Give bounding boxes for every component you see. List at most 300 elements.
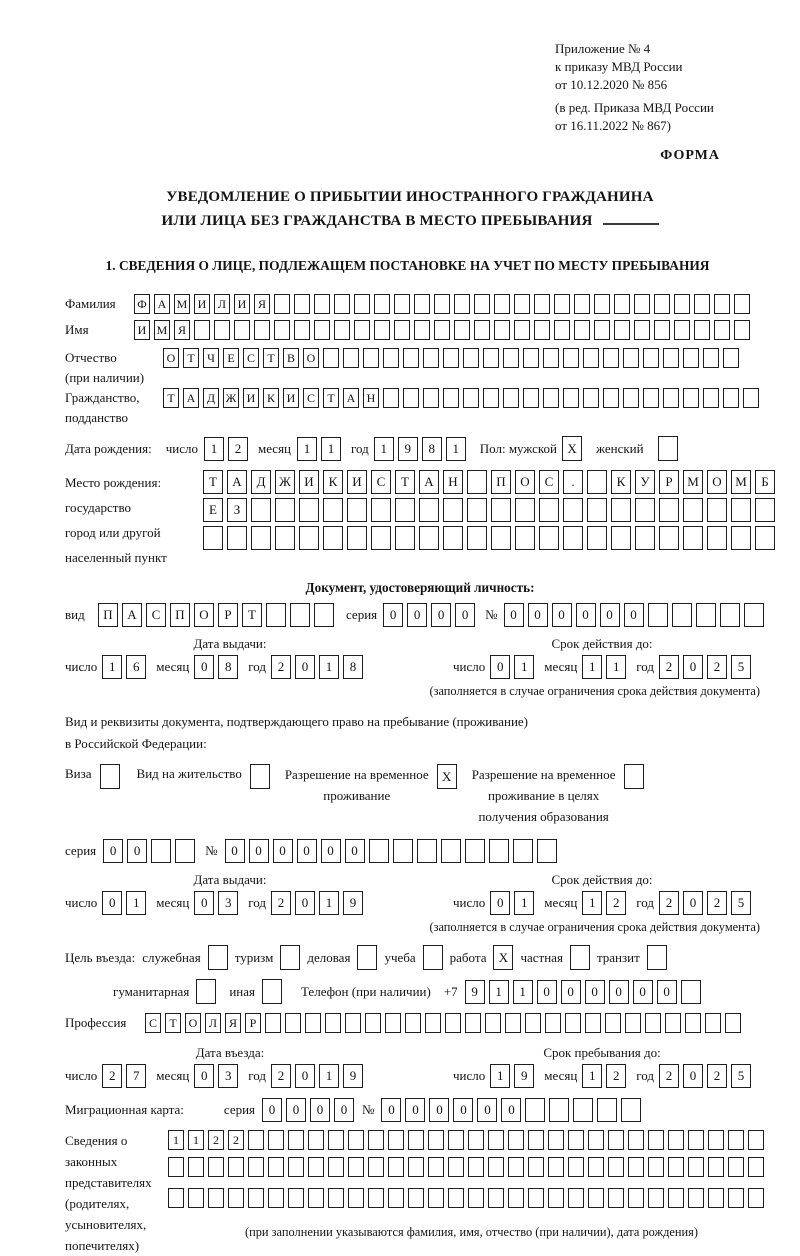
form-cell: 2 bbox=[659, 1064, 679, 1088]
residence-options-row bbox=[65, 764, 775, 827]
form-title-line2-text: ИЛИ ЛИЦА БЕЗ ГРАЖДАНСТВА В МЕСТО ПРЕБЫВАНИЯ bbox=[161, 213, 593, 229]
form-cell: С bbox=[539, 470, 559, 494]
form-cell: 0 bbox=[561, 980, 581, 1004]
profession-label: Профессия bbox=[65, 1015, 127, 1030]
representatives-row2-cells bbox=[168, 1157, 764, 1177]
form-cell bbox=[408, 1130, 424, 1150]
form-cell bbox=[100, 764, 120, 789]
form-cell bbox=[280, 945, 300, 970]
form-cell: 1 bbox=[489, 980, 509, 1004]
form-cell bbox=[383, 348, 399, 368]
form-cell bbox=[328, 1130, 344, 1150]
form-cell bbox=[587, 470, 607, 494]
form-cell bbox=[208, 1188, 224, 1208]
form-cell bbox=[668, 1188, 684, 1208]
sex-female-label: женский bbox=[596, 440, 644, 456]
form-cell: 2 bbox=[271, 1064, 291, 1088]
purpose-official-checkbox bbox=[208, 945, 228, 970]
form-cell: И bbox=[194, 294, 210, 314]
day-label: число bbox=[453, 1068, 486, 1083]
form-cell bbox=[285, 1013, 301, 1033]
form-cell bbox=[343, 348, 359, 368]
form-cell: Р bbox=[218, 603, 238, 627]
form-cell: Т bbox=[203, 470, 223, 494]
form-cell: 1 bbox=[319, 1064, 339, 1088]
identity-expiry-month-cells bbox=[582, 655, 626, 679]
form-cell: 0 bbox=[431, 603, 451, 627]
form-cell: 2 bbox=[271, 891, 291, 915]
form-cell: Т bbox=[263, 348, 279, 368]
form-cell bbox=[268, 1188, 284, 1208]
form-cell: Н bbox=[363, 388, 379, 408]
section1-heading: 1. СВЕДЕНИЯ О ЛИЦЕ, ПОДЛЕЖАЩЕМ ПОСТАНОВКЕ НА УЧЕТ ПО МЕСТУ ПРЕБЫВАНИЯ bbox=[105, 258, 710, 273]
form-cell bbox=[654, 320, 670, 340]
form-cell bbox=[393, 839, 413, 863]
form-cell: 0 bbox=[103, 839, 123, 863]
form-cell bbox=[388, 1188, 404, 1208]
residence-series-label: серия bbox=[65, 843, 97, 858]
temp-residence-education-label-line2: проживание в целях bbox=[487, 788, 600, 803]
form-cell bbox=[694, 294, 710, 314]
migration-number-cells bbox=[381, 1098, 641, 1122]
form-cell bbox=[674, 294, 690, 314]
form-cell: О bbox=[194, 603, 214, 627]
residence-doc-intro-line2: в Российской Федерации: bbox=[65, 736, 207, 751]
form-cell bbox=[443, 388, 459, 408]
form-cell bbox=[528, 1130, 544, 1150]
appendix-block bbox=[555, 40, 775, 135]
form-cell bbox=[734, 320, 750, 340]
form-cell: . bbox=[563, 470, 583, 494]
form-cell: О bbox=[707, 470, 727, 494]
month-label: месяц bbox=[156, 1068, 190, 1083]
representatives-label-line: (родителях, bbox=[65, 1196, 130, 1211]
form-cell bbox=[369, 839, 389, 863]
form-cell bbox=[574, 294, 590, 314]
year-label: год bbox=[248, 659, 267, 674]
option-temp-residence bbox=[285, 764, 457, 806]
form-cell bbox=[419, 526, 439, 550]
residence-issue-group bbox=[65, 872, 395, 915]
form-cell: Л bbox=[214, 294, 230, 314]
identity-issue-line bbox=[65, 655, 395, 679]
form-cell: X bbox=[562, 436, 582, 461]
citizenship-cells bbox=[163, 388, 759, 408]
form-cell: 0 bbox=[407, 603, 427, 627]
form-cell bbox=[345, 1013, 361, 1033]
doc-series-label: серия bbox=[346, 607, 378, 622]
doc-type-label: вид bbox=[65, 607, 85, 622]
form-cell bbox=[523, 348, 539, 368]
form-cell: 9 bbox=[343, 891, 363, 915]
form-cell bbox=[168, 1188, 184, 1208]
purpose-row bbox=[65, 945, 775, 970]
form-cell bbox=[251, 526, 271, 550]
stay-until-day-cells bbox=[490, 1064, 534, 1088]
temp-residence-label-line1: Разрешение на временное bbox=[284, 767, 429, 782]
form-cell bbox=[585, 1013, 601, 1033]
purpose-other-checkbox bbox=[262, 979, 282, 1004]
form-cell: 0 bbox=[127, 839, 147, 863]
form-label: ФОРМА bbox=[660, 148, 720, 163]
form-cell bbox=[308, 1157, 324, 1177]
phone-prefix: +7 bbox=[443, 983, 458, 999]
form-cell bbox=[688, 1130, 704, 1150]
surname-label: Фамилия bbox=[65, 296, 116, 311]
entry-month-cells bbox=[194, 1064, 238, 1088]
given-name-row bbox=[65, 320, 775, 340]
form-cell: 0 bbox=[453, 1098, 473, 1122]
form-cell: А bbox=[122, 603, 142, 627]
sex-label: Пол: мужской bbox=[479, 440, 558, 456]
phone-label: Телефон (при наличии) bbox=[300, 983, 431, 999]
form-cell: 1 bbox=[204, 437, 224, 461]
form-cell bbox=[611, 526, 631, 550]
form-cell bbox=[674, 320, 690, 340]
form-cell bbox=[288, 1188, 304, 1208]
temp-residence-label-line2: проживание bbox=[323, 788, 391, 803]
doc-number-cells bbox=[504, 603, 764, 627]
form-cell: 0 bbox=[683, 1064, 703, 1088]
form-cell: Я bbox=[174, 320, 190, 340]
form-cell bbox=[419, 498, 439, 522]
form-cell bbox=[694, 320, 710, 340]
temp-residence-education-label-line1: Разрешение на временное bbox=[471, 767, 616, 782]
form-cell: 0 bbox=[490, 655, 510, 679]
form-cell: С bbox=[146, 603, 166, 627]
citizenship-row bbox=[65, 388, 775, 428]
appendix-line: Приложение № 4 bbox=[555, 41, 651, 56]
form-cell: М bbox=[731, 470, 751, 494]
form-cell: О bbox=[303, 348, 319, 368]
form-cell bbox=[408, 1188, 424, 1208]
representatives-row1-cells bbox=[168, 1130, 764, 1150]
form-cell bbox=[203, 526, 223, 550]
form-cell bbox=[334, 294, 350, 314]
form-cell bbox=[363, 348, 379, 368]
form-cell bbox=[196, 979, 216, 1004]
form-cell bbox=[563, 526, 583, 550]
doc-number-label: № bbox=[485, 607, 498, 622]
form-cell bbox=[663, 348, 679, 368]
form-cell: 1 bbox=[606, 655, 626, 679]
form-cell: Т bbox=[163, 388, 179, 408]
residence-series-cells bbox=[103, 839, 195, 863]
given-name-label: Имя bbox=[65, 322, 89, 337]
identity-expiry-day-cells bbox=[490, 655, 534, 679]
migration-card-row bbox=[65, 1098, 775, 1122]
form-cell bbox=[563, 498, 583, 522]
form-cell bbox=[514, 320, 530, 340]
form-cell bbox=[663, 388, 679, 408]
birth-date-label: Дата рождения: bbox=[65, 440, 152, 456]
day-label: число bbox=[453, 659, 486, 674]
purpose-study-label: учеба bbox=[384, 949, 416, 965]
form-cell: С bbox=[371, 470, 391, 494]
identity-issue-heading: Дата выдачи: bbox=[193, 636, 267, 651]
form-cell bbox=[374, 320, 390, 340]
birth-place-label-line: населенный пункт bbox=[65, 550, 167, 565]
form-cell bbox=[374, 294, 390, 314]
identity-issue-year-cells bbox=[271, 655, 363, 679]
birth-place-row1-cells bbox=[203, 470, 775, 494]
form-cell bbox=[443, 348, 459, 368]
form-cell bbox=[323, 498, 343, 522]
form-cell bbox=[659, 526, 679, 550]
form-cell bbox=[688, 1157, 704, 1177]
form-cell bbox=[647, 945, 667, 970]
patronymic-label bbox=[65, 348, 155, 388]
form-cell bbox=[574, 320, 590, 340]
year-label: год bbox=[636, 1068, 655, 1083]
form-cell bbox=[573, 1098, 593, 1122]
form-cell bbox=[357, 945, 377, 970]
form-cell: Я bbox=[225, 1013, 241, 1033]
identity-issue-month-cells bbox=[194, 655, 238, 679]
form-cell bbox=[262, 979, 282, 1004]
form-cell bbox=[423, 945, 443, 970]
form-cell bbox=[334, 320, 350, 340]
form-cell bbox=[474, 294, 490, 314]
representatives-label-line: законных bbox=[65, 1154, 118, 1169]
day-label: число bbox=[65, 659, 98, 674]
form-cell bbox=[621, 1098, 641, 1122]
year-label: год bbox=[248, 1068, 267, 1083]
form-cell bbox=[423, 348, 439, 368]
form-cell bbox=[428, 1188, 444, 1208]
form-cell: И bbox=[347, 470, 367, 494]
form-cell: 0 bbox=[321, 839, 341, 863]
residence-issue-month-cells bbox=[194, 891, 238, 915]
form-cell bbox=[314, 603, 334, 627]
form-cell bbox=[539, 498, 559, 522]
form-cell bbox=[708, 1188, 724, 1208]
form-title bbox=[45, 185, 775, 233]
form-cell bbox=[463, 388, 479, 408]
form-cell: Т bbox=[323, 388, 339, 408]
form-cell bbox=[488, 1157, 504, 1177]
form-cell bbox=[597, 1098, 617, 1122]
form-cell: 0 bbox=[405, 1098, 425, 1122]
residence-expiry-day-cells bbox=[490, 891, 534, 915]
form-cell: Т bbox=[395, 470, 415, 494]
form-cell: С bbox=[145, 1013, 161, 1033]
birth-place-label-line: Место рождения: bbox=[65, 475, 162, 490]
representatives-row3-cells bbox=[168, 1188, 764, 1208]
form-cell bbox=[368, 1130, 384, 1150]
entry-dates bbox=[65, 1045, 775, 1088]
form-cell bbox=[299, 498, 319, 522]
birth-place-label-line: государство bbox=[65, 500, 131, 515]
form-cell bbox=[514, 294, 530, 314]
purpose-work-label: работа bbox=[449, 949, 487, 965]
form-cell bbox=[328, 1188, 344, 1208]
form-cell bbox=[683, 348, 699, 368]
identity-doc-dates bbox=[65, 636, 775, 679]
form-cell bbox=[248, 1188, 264, 1208]
form-cell bbox=[565, 1013, 581, 1033]
form-cell bbox=[634, 320, 650, 340]
form-cell bbox=[648, 1130, 664, 1150]
form-cell: 1 bbox=[126, 891, 146, 915]
form-cell: 0 bbox=[455, 603, 475, 627]
form-cell: 1 bbox=[168, 1130, 184, 1150]
form-cell: X bbox=[493, 945, 513, 970]
form-cell: И bbox=[234, 294, 250, 314]
form-cell bbox=[408, 1157, 424, 1177]
form-cell: 0 bbox=[194, 891, 214, 915]
form-cell: П bbox=[170, 603, 190, 627]
form-cell bbox=[454, 320, 470, 340]
form-cell bbox=[443, 526, 463, 550]
citizenship-label-line1: Гражданство, bbox=[65, 390, 140, 405]
form-cell bbox=[417, 839, 437, 863]
form-cell: Б bbox=[755, 470, 775, 494]
form-cell bbox=[605, 1013, 621, 1033]
form-cell bbox=[665, 1013, 681, 1033]
form-cell bbox=[423, 388, 439, 408]
purpose-work-checkbox bbox=[493, 945, 513, 970]
form-cell bbox=[405, 1013, 421, 1033]
form-cell bbox=[523, 388, 539, 408]
form-cell: 0 bbox=[310, 1098, 330, 1122]
form-cell bbox=[549, 1098, 569, 1122]
form-cell bbox=[208, 1157, 224, 1177]
form-cell bbox=[463, 348, 479, 368]
year-label: год bbox=[248, 895, 267, 910]
form-cell bbox=[368, 1157, 384, 1177]
form-cell: 0 bbox=[576, 603, 596, 627]
form-cell bbox=[467, 526, 487, 550]
temp-residence-label bbox=[285, 764, 429, 806]
form-cell: 2 bbox=[271, 655, 291, 679]
form-cell bbox=[274, 294, 290, 314]
form-title-line2 bbox=[45, 209, 775, 233]
form-cell bbox=[570, 945, 590, 970]
identity-expiry-year-cells bbox=[659, 655, 751, 679]
entry-date-group bbox=[65, 1045, 395, 1088]
stay-until-month-cells bbox=[582, 1064, 626, 1088]
form-cell bbox=[214, 320, 230, 340]
form-cell bbox=[354, 320, 370, 340]
form-cell bbox=[539, 526, 559, 550]
form-cell bbox=[685, 1013, 701, 1033]
form-cell: 1 bbox=[102, 655, 122, 679]
form-cell bbox=[467, 498, 487, 522]
stay-until-line bbox=[453, 1064, 751, 1088]
form-cell: 1 bbox=[490, 1064, 510, 1088]
form-cell bbox=[468, 1130, 484, 1150]
form-cell bbox=[227, 526, 247, 550]
birth-year-cells bbox=[374, 437, 466, 461]
sex-male-checkbox bbox=[562, 436, 582, 461]
form-cell: 5 bbox=[731, 655, 751, 679]
form-cell: 0 bbox=[286, 1098, 306, 1122]
form-cell bbox=[251, 498, 271, 522]
form-cell bbox=[728, 1157, 744, 1177]
form-cell bbox=[608, 1157, 624, 1177]
form-cell: 0 bbox=[194, 1064, 214, 1088]
form-cell bbox=[268, 1130, 284, 1150]
given-name-cells bbox=[134, 320, 750, 340]
visa-label: Виза bbox=[65, 766, 92, 781]
form-cell bbox=[250, 764, 270, 789]
form-cell bbox=[323, 526, 343, 550]
form-cell: 5 bbox=[731, 1064, 751, 1088]
form-cell bbox=[703, 388, 719, 408]
form-cell bbox=[748, 1157, 764, 1177]
form-cell bbox=[414, 294, 430, 314]
form-cell: 2 bbox=[228, 1130, 244, 1150]
form-cell: 8 bbox=[218, 655, 238, 679]
form-cell: М bbox=[683, 470, 703, 494]
residence-issue-day-cells bbox=[102, 891, 146, 915]
form-cell bbox=[354, 294, 370, 314]
form-cell bbox=[708, 1157, 724, 1177]
form-cell bbox=[563, 388, 579, 408]
form-cell bbox=[314, 320, 330, 340]
citizenship-label-line2: подданство bbox=[65, 410, 129, 425]
form-cell bbox=[668, 1130, 684, 1150]
form-cell bbox=[347, 498, 367, 522]
form-cell: Ф bbox=[134, 294, 150, 314]
form-cell bbox=[266, 603, 286, 627]
entry-year-cells bbox=[271, 1064, 363, 1088]
purpose-business-label: деловая bbox=[307, 949, 351, 965]
form-cell: Ж bbox=[275, 470, 295, 494]
form-cell: А bbox=[419, 470, 439, 494]
form-cell: 0 bbox=[609, 980, 629, 1004]
form-cell bbox=[403, 388, 419, 408]
form-cell: К bbox=[263, 388, 279, 408]
birth-place-rows bbox=[203, 470, 775, 554]
form-cell: 0 bbox=[295, 891, 315, 915]
form-cell: 0 bbox=[683, 655, 703, 679]
form-cell bbox=[515, 498, 535, 522]
form-cell: 1 bbox=[514, 655, 534, 679]
form-cell: С bbox=[303, 388, 319, 408]
phone-cells bbox=[465, 980, 701, 1004]
form-cell: 0 bbox=[528, 603, 548, 627]
form-cell bbox=[543, 388, 559, 408]
form-cell: 0 bbox=[383, 603, 403, 627]
residence-permit-label: Вид на жительство bbox=[136, 766, 242, 781]
form-cell: 2 bbox=[707, 1064, 727, 1088]
form-cell: Е bbox=[203, 498, 223, 522]
surname-row bbox=[65, 294, 775, 314]
residence-doc-dates bbox=[65, 872, 775, 915]
form-cell: Р bbox=[659, 470, 679, 494]
purpose-transit-checkbox bbox=[647, 945, 667, 970]
form-cell bbox=[748, 1130, 764, 1150]
form-cell bbox=[755, 498, 775, 522]
form-cell: 0 bbox=[295, 655, 315, 679]
form-cell bbox=[707, 498, 727, 522]
form-cell: К bbox=[323, 470, 343, 494]
form-cell bbox=[428, 1157, 444, 1177]
form-cell: 1 bbox=[513, 980, 533, 1004]
purpose-study-checkbox bbox=[423, 945, 443, 970]
stay-until-year-cells bbox=[659, 1064, 751, 1088]
form-cell bbox=[308, 1130, 324, 1150]
form-cell bbox=[554, 294, 570, 314]
form-cell bbox=[614, 294, 630, 314]
form-cell bbox=[554, 320, 570, 340]
form-cell bbox=[568, 1130, 584, 1150]
year-label: год bbox=[636, 659, 655, 674]
form-cell: Л bbox=[205, 1013, 221, 1033]
form-cell bbox=[454, 294, 470, 314]
